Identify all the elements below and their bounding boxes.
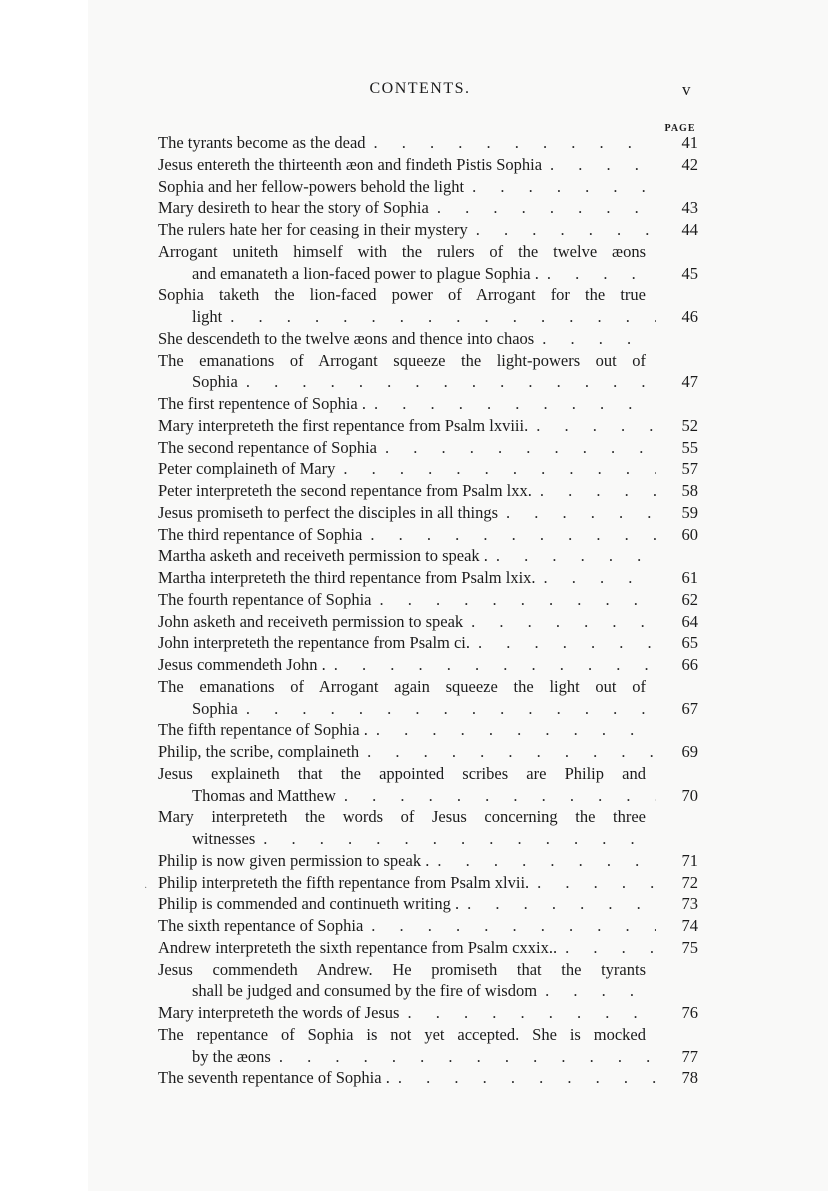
toc-line	[158, 980, 698, 1002]
dot-leader	[544, 567, 656, 589]
toc-line	[158, 763, 698, 785]
entry-title: The rulers hate her for ceasing in their mystery	[158, 220, 468, 239]
toc-line	[158, 915, 698, 937]
entry-title: Andrew interpreteth the sixth repentance from Psalm cxxix..	[158, 937, 558, 957]
dot-leader	[407, 1002, 656, 1024]
entry-title: The second repentance of Sophia	[158, 437, 377, 457]
entry-title: Jesus entereth the thirteenth æon and findeth Pistis Sophia	[158, 154, 543, 174]
page-number: 45	[681, 263, 698, 283]
dot-leader	[545, 980, 656, 1002]
entry-title: The fifth repentance of Sophia .	[158, 720, 368, 740]
page-number: 44	[681, 220, 698, 239]
entry-title: Peter interpreteth the second repentance from Psalm lxx.	[158, 481, 532, 500]
toc-entry	[158, 176, 698, 198]
entry-title: Sophia	[192, 372, 238, 392]
dot-leader	[476, 219, 656, 241]
entry-title: She descendeth to the twelve æons and thence into chaos	[158, 328, 535, 348]
dot-leader	[385, 437, 656, 459]
toc-entry	[158, 567, 698, 589]
toc-line	[158, 350, 698, 372]
dot-leader	[496, 545, 656, 567]
entry-title: The tyrants become as the dead	[158, 133, 366, 152]
toc-line	[158, 1024, 698, 1046]
entry-title: John interpreteth the repentance from Psalm ci.	[158, 633, 471, 653]
entry-title: Jesus commendeth Andrew. He promiseth that the tyrants	[158, 959, 646, 979]
toc-entry	[158, 1024, 698, 1068]
toc-entry	[158, 545, 698, 567]
page-title: CONTENTS.	[369, 80, 471, 97]
toc-line	[158, 458, 698, 480]
dot-leader	[472, 176, 656, 198]
toc-entry	[158, 524, 698, 546]
toc-line	[158, 524, 698, 546]
toc-line	[158, 567, 698, 589]
toc-line	[158, 545, 698, 567]
entry-title: Martha interpreteth the third repentance from Psalm lxix.	[158, 568, 536, 587]
toc-line	[158, 698, 698, 720]
toc-line	[158, 806, 698, 828]
entry-title: Mary interpreteth the first repentance from Psalm lxviii.	[158, 415, 529, 435]
dot-leader	[263, 828, 656, 850]
toc-line	[158, 959, 698, 981]
toc-entry	[158, 915, 698, 937]
toc-line	[158, 611, 698, 633]
dot-leader	[370, 524, 656, 546]
toc-entry	[158, 154, 698, 176]
toc-line	[158, 306, 698, 328]
toc-line	[158, 132, 698, 154]
entry-title: Philip is commended and continueth writing .	[158, 894, 460, 914]
toc-entry	[158, 872, 698, 894]
toc-line	[158, 785, 698, 807]
entry-title: The third repentance of Sophia	[158, 524, 363, 544]
entry-title: by the æons	[192, 1046, 271, 1066]
entry-title: Mary interpreteth the words of Jesus concerning the three	[158, 807, 646, 827]
toc-entry	[158, 219, 698, 241]
toc-line	[158, 393, 698, 415]
toc-entry	[158, 719, 698, 741]
dot-leader	[467, 893, 656, 915]
toc-entry	[158, 132, 698, 154]
entry-title: Jesus commendeth John .	[158, 655, 326, 674]
toc-line	[158, 676, 698, 698]
toc-entry	[158, 937, 698, 959]
page-number: 52	[681, 415, 698, 435]
dot-leader	[374, 132, 656, 154]
entry-title: The seventh repentance of Sophia .	[158, 1068, 390, 1088]
entry-title: The fourth repentance of Sophia	[158, 589, 372, 609]
toc-line	[158, 1067, 698, 1089]
toc-entry	[158, 893, 698, 915]
entry-title: Philip, the scribe, complaineth	[158, 742, 360, 761]
toc-entry	[158, 1067, 698, 1089]
toc-entry	[158, 350, 698, 394]
page-number: 43	[681, 198, 698, 218]
toc-entry	[158, 763, 698, 807]
toc-entry	[158, 806, 698, 850]
toc-entry	[158, 654, 698, 676]
page-number: 77	[681, 1046, 698, 1066]
entry-title: The repentance of Sophia is not yet accepted. She is mocked	[158, 1024, 646, 1044]
dot-leader	[471, 611, 656, 633]
dot-leader	[374, 393, 656, 415]
entry-title: light	[192, 307, 223, 326]
entry-title: Mary desireth to hear the story of Sophia	[158, 198, 429, 218]
page-number: 47	[681, 372, 698, 392]
dot-leader	[380, 589, 656, 611]
toc-entry	[158, 676, 698, 720]
toc-line	[158, 502, 698, 524]
toc-line	[158, 828, 698, 850]
entry-title: The emanations of Arrogant again squeeze the light out of	[158, 676, 646, 696]
table-of-contents	[158, 132, 698, 1089]
toc-entry	[158, 415, 698, 437]
dot-leader	[371, 915, 656, 937]
toc-line	[158, 371, 698, 393]
toc-line	[158, 872, 698, 894]
toc-entry	[158, 241, 698, 285]
toc-line	[158, 850, 698, 872]
entry-title: The sixth repentance of Sophia	[158, 916, 364, 935]
toc-line	[158, 284, 698, 306]
toc-entry	[158, 589, 698, 611]
entry-title: Arrogant uniteth himself with the rulers of the twelve æons	[158, 241, 646, 261]
page-number: 64	[681, 611, 698, 631]
toc-line	[158, 937, 698, 959]
toc-entry	[158, 480, 698, 502]
page-number: 55	[681, 437, 698, 457]
page-number: 62	[681, 589, 698, 609]
toc-line	[158, 741, 698, 763]
dot-leader	[334, 654, 656, 676]
dot-leader	[343, 458, 656, 480]
page-number: 58	[681, 481, 698, 500]
page-number: 57	[681, 459, 698, 479]
toc-entry	[158, 1002, 698, 1024]
margin-mark: ·	[144, 883, 148, 894]
page-number: 60	[681, 524, 698, 544]
dot-leader	[547, 263, 656, 285]
dot-leader	[537, 872, 656, 894]
toc-entry	[158, 197, 698, 219]
toc-line	[158, 437, 698, 459]
toc-line	[158, 632, 698, 654]
page-number: 66	[681, 655, 698, 674]
toc-entry	[158, 741, 698, 763]
dot-leader	[230, 306, 656, 328]
toc-line	[158, 1046, 698, 1068]
entry-title: Sophia and her fellow-powers behold the light	[158, 176, 465, 196]
entry-title: The emanations of Arrogant squeeze the light-powers out of	[158, 350, 646, 370]
entry-title: Mary interpreteth the words of Jesus	[158, 1003, 400, 1022]
page-number: 70	[681, 785, 698, 805]
dot-leader	[550, 154, 656, 176]
entry-title: Philip interpreteth the fifth repentance from Psalm xlvii.	[158, 872, 530, 892]
page-number: 69	[681, 742, 698, 761]
dot-leader	[540, 480, 656, 502]
toc-line	[158, 480, 698, 502]
entry-title: Martha asketh and receiveth permission to speak .	[158, 546, 488, 566]
toc-line	[158, 154, 698, 176]
dot-leader	[367, 741, 656, 763]
dot-leader	[398, 1067, 656, 1089]
entry-title: Sophia taketh the lion-faced power of Arrogant for the true	[158, 285, 646, 305]
page-number: 74	[681, 916, 698, 935]
toc-entry	[158, 632, 698, 654]
toc-line	[158, 263, 698, 285]
toc-line	[158, 654, 698, 676]
toc-line	[158, 241, 698, 263]
toc-line	[158, 415, 698, 437]
page-number: 59	[681, 502, 698, 522]
dot-leader	[246, 371, 656, 393]
toc-entry	[158, 959, 698, 1003]
toc-line	[158, 589, 698, 611]
entry-title: Jesus explaineth that the appointed scribes are Philip and	[158, 763, 646, 783]
page-number: 75	[681, 937, 698, 957]
page-number: 71	[681, 850, 698, 870]
dot-leader	[344, 785, 656, 807]
dot-leader	[246, 698, 656, 720]
entry-title: Jesus promiseth to perfect the disciples in all things	[158, 502, 499, 522]
entry-title: Peter complaineth of Mary	[158, 459, 336, 479]
dot-leader	[478, 632, 656, 654]
toc-entry	[158, 284, 698, 328]
toc-line	[158, 328, 698, 350]
page-number: 78	[681, 1068, 698, 1088]
page-number: 65	[681, 633, 698, 653]
page-number: 73	[681, 894, 698, 914]
dot-leader	[279, 1046, 656, 1068]
toc-entry	[158, 437, 698, 459]
toc-entry	[158, 328, 698, 350]
entry-title: Thomas and Matthew	[192, 785, 336, 805]
page-number: 67	[681, 698, 698, 718]
entry-title: The first repentence of Sophia .	[158, 394, 367, 413]
toc-line	[158, 176, 698, 198]
page-numeral: v	[682, 80, 691, 99]
toc-entry	[158, 458, 698, 480]
dot-leader	[565, 937, 656, 959]
page-number: 46	[681, 307, 698, 326]
dot-leader	[542, 328, 656, 350]
toc-line	[158, 893, 698, 915]
entry-title: Sophia	[192, 698, 238, 718]
toc-entry	[158, 850, 698, 872]
dot-leader	[536, 415, 656, 437]
toc-line	[158, 719, 698, 741]
dot-leader	[376, 719, 656, 741]
entry-title: witnesses	[192, 829, 256, 848]
dot-leader	[437, 850, 656, 872]
toc-line	[158, 197, 698, 219]
dot-leader	[437, 197, 656, 219]
toc-line	[158, 1002, 698, 1024]
page-number: 42	[681, 154, 698, 174]
entry-title: John asketh and receiveth permission to speak	[158, 611, 464, 631]
toc-entry	[158, 502, 698, 524]
page-number: 76	[681, 1003, 698, 1022]
page-column-label: PAGE	[664, 123, 696, 134]
dot-leader	[506, 502, 656, 524]
toc-line	[158, 219, 698, 241]
page-number: 61	[681, 568, 698, 587]
entry-title: and emanateth a lion-faced power to plague Sophia .	[192, 263, 539, 283]
entry-title: shall be judged and consumed by the fire of wisdom	[192, 981, 538, 1001]
entry-title: Philip is now given permission to speak .	[158, 850, 430, 870]
toc-entry	[158, 393, 698, 415]
toc-entry	[158, 611, 698, 633]
page-number: 72	[681, 872, 698, 892]
page-number: 41	[681, 133, 698, 152]
